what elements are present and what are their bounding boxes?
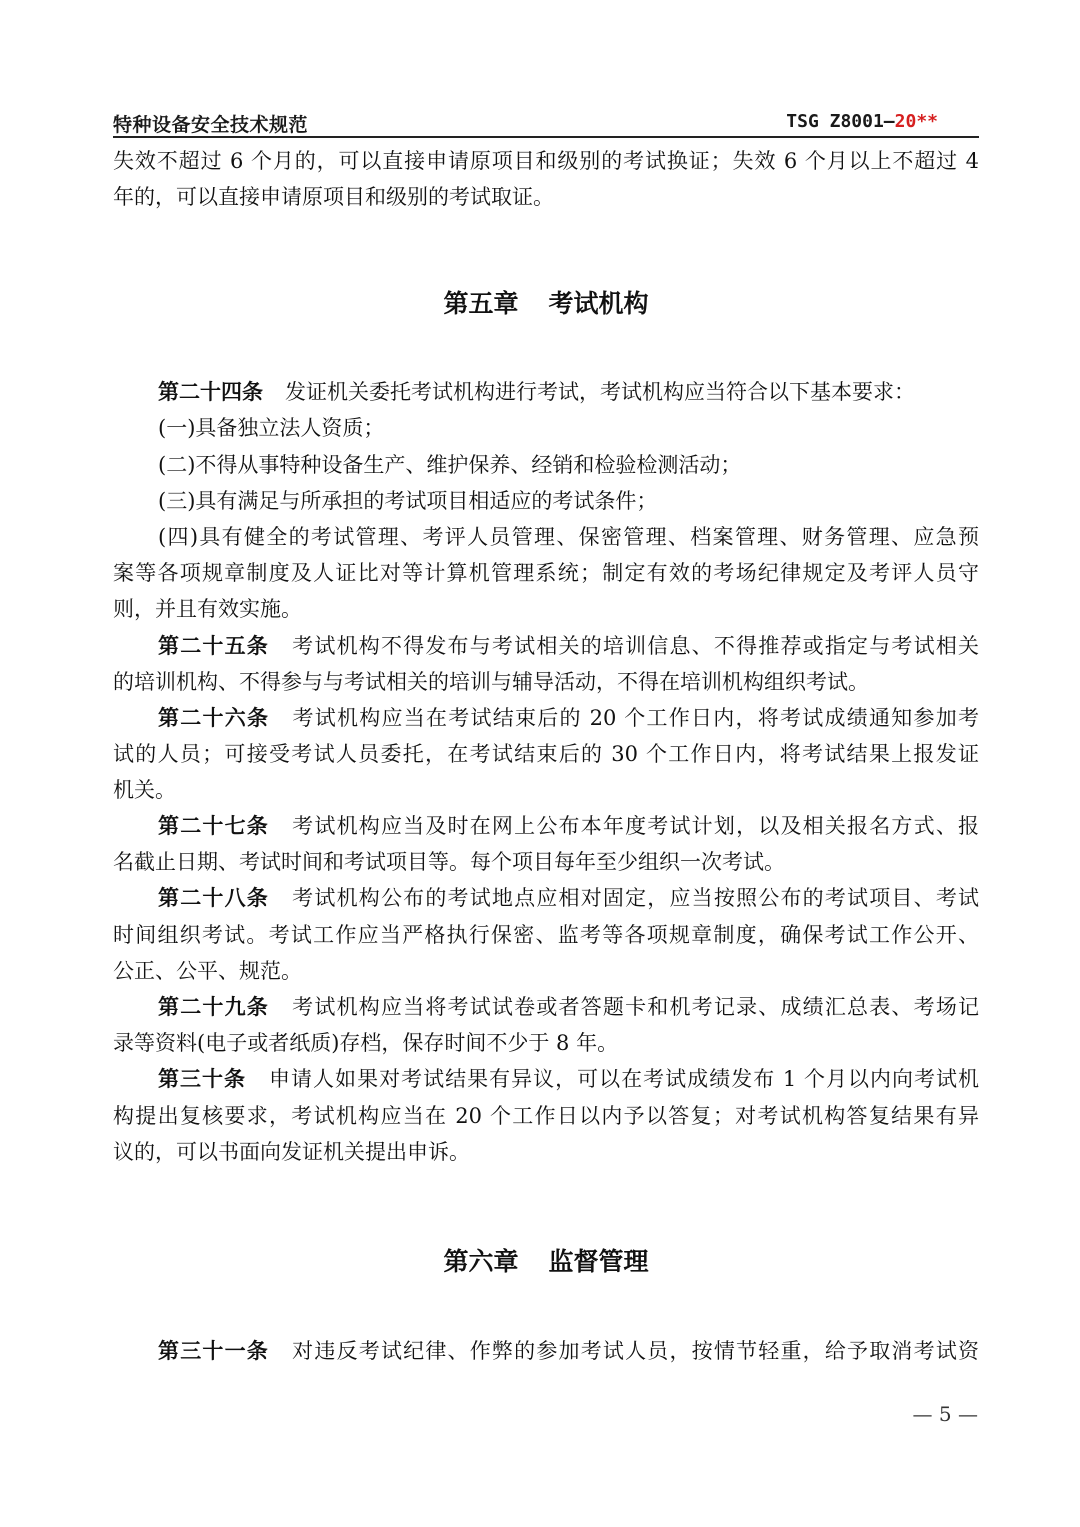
header-code bbox=[786, 111, 938, 132]
article-label: 第三十条 bbox=[158, 1067, 247, 1091]
article-label: 第三十一条 bbox=[158, 1339, 269, 1363]
article-label: 第二十八条 bbox=[158, 886, 269, 910]
chapter-number: 第五章 bbox=[443, 289, 519, 318]
chapter-title: 监督管理 bbox=[548, 1247, 649, 1276]
header-rule bbox=[113, 136, 979, 138]
article-31-line bbox=[158, 1336, 979, 1366]
list-item: (二)不得从事特种设备生产、维护保养、经销和检验检测活动； bbox=[158, 453, 742, 477]
paragraph-line: 议的，可以书面向发证机关提出申诉。 bbox=[113, 1140, 470, 1164]
article-label: 第二十五条 bbox=[158, 634, 269, 658]
article-text: 发证机关委托考试机构进行考试，考试机构应当符合以下基本要求： bbox=[285, 380, 915, 404]
article-text: 考试机构应当及时在网上公布本年度考试计划，以及相关报名方式、报 bbox=[290, 814, 980, 838]
article-text: 申请人如果对考试结果有异议，可以在考试成绩发布 1 个月以内向考试机 bbox=[268, 1067, 979, 1091]
article-text: 考试机构公布的考试地点应相对固定，应当按照公布的考试项目、考试 bbox=[290, 886, 980, 910]
header-title: 特种设备安全技术规范 bbox=[113, 114, 309, 136]
paragraph-line: 的培训机构、不得参与与考试相关的培训与辅导活动，不得在培训机构组织考试。 bbox=[113, 670, 869, 694]
list-item: (一)具备独立法人资质； bbox=[158, 416, 385, 440]
article-label: 第二十九条 bbox=[158, 995, 269, 1019]
chapter-heading bbox=[0, 284, 1080, 320]
article-26-line bbox=[158, 703, 979, 733]
chapter-number: 第六章 bbox=[443, 1247, 519, 1276]
paragraph-line: 机关。 bbox=[113, 778, 176, 802]
chapter-heading bbox=[0, 1242, 1080, 1278]
article-24-line bbox=[158, 377, 979, 407]
article-30-line bbox=[158, 1064, 979, 1094]
article-29-line bbox=[158, 992, 979, 1022]
article-label: 第二十四条 bbox=[158, 380, 263, 404]
paragraph-line: 失效不超过 6 个月的，可以直接申请原项目和级别的考试换证；失效 6 个月以上不超过 4 bbox=[113, 149, 979, 173]
header-code-year: 20** bbox=[894, 111, 938, 132]
paragraph-line: 名截止日期、考试时间和考试项目等。每个项目每年至少组织一次考试。 bbox=[113, 850, 785, 874]
paragraph-line: 公正、公平、规范。 bbox=[113, 959, 302, 983]
paragraph-line: 案等各项规章制度及人证比对等计算机管理系统；制定有效的考场纪律规定及考评人员守 bbox=[113, 561, 979, 585]
header-code-prefix: TSG Z8001— bbox=[786, 111, 895, 132]
paragraph-line: 构提出复核要求，考试机构应当在 20 个工作日以内予以答复；对考试机构答复结果有异 bbox=[113, 1104, 979, 1128]
paragraph-line: 则，并且有效实施。 bbox=[113, 597, 302, 621]
paragraph-line: 年的，可以直接申请原项目和级别的考试取证。 bbox=[113, 185, 554, 209]
article-label: 第二十七条 bbox=[158, 814, 269, 838]
page-number: — 5 — bbox=[912, 1402, 978, 1426]
article-text: 考试机构不得发布与考试相关的培训信息、不得推荐或指定与考试相关 bbox=[290, 634, 980, 658]
article-text: 对违反考试纪律、作弊的参加考试人员，按情节轻重，给予取消考试资 bbox=[290, 1339, 980, 1363]
article-27-line bbox=[158, 811, 979, 841]
list-item: (四)具有健全的考试管理、考评人员管理、保密管理、档案管理、财务管理、应急预 bbox=[158, 525, 979, 549]
article-25-line bbox=[158, 631, 979, 661]
article-label: 第二十六条 bbox=[158, 706, 270, 730]
paragraph-line: 时间组织考试。考试工作应当严格执行保密、监考等各项规章制度，确保考试工作公开、 bbox=[113, 923, 979, 947]
list-item: (三)具有满足与所承担的考试项目相适应的考试条件； bbox=[158, 489, 658, 513]
article-text: 考试机构应当将考试试卷或者答题卡和机考记录、成绩汇总表、考场记 bbox=[290, 995, 980, 1019]
chapter-title: 考试机构 bbox=[548, 289, 649, 318]
paragraph-line: 试的人员；可接受考试人员委托，在考试结束后的 30 个工作日内，将考试结果上报发证 bbox=[113, 742, 979, 766]
article-text: 考试机构应当在考试结束后的 20 个工作日内，将考试成绩通知参加考 bbox=[291, 706, 980, 730]
paragraph-line: 录等资料(电子或者纸质)存档，保存时间不少于 8 年。 bbox=[113, 1031, 619, 1055]
article-28-line bbox=[158, 883, 979, 913]
